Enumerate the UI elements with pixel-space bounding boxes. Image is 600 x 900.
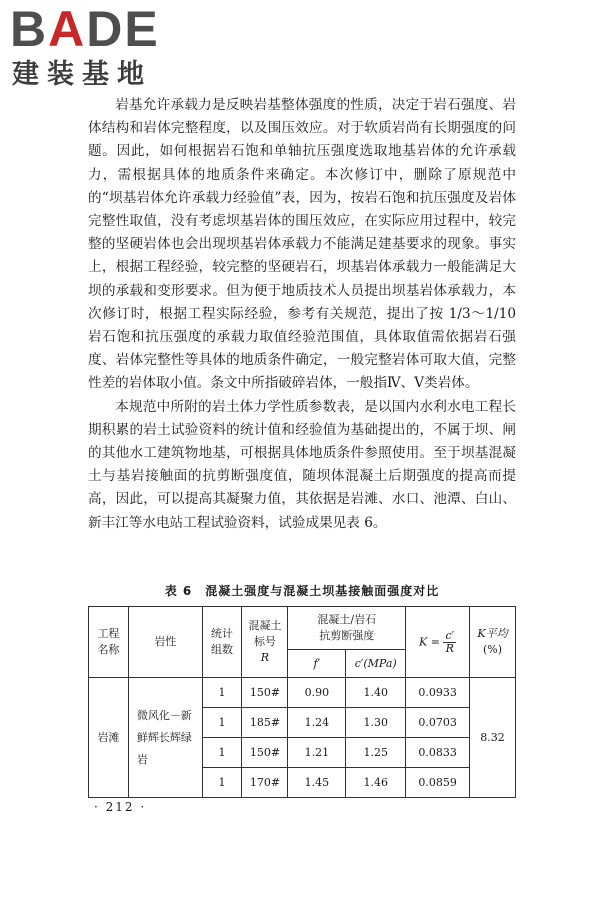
logo-wordmark: BADE [10, 1, 160, 57]
cell-grade: 170# [242, 768, 288, 798]
cell-c: 1.25 [346, 738, 406, 768]
cell-grade: 150# [242, 678, 288, 708]
header-project: 工程 名称 [89, 607, 129, 678]
header-groups: 统计 组数 [202, 607, 242, 678]
cell-groups: 1 [202, 678, 242, 708]
cell-k-average: 8.32 [470, 678, 516, 798]
cell-rock-type: 微风化－新鲜辉长辉绿岩 [128, 678, 202, 798]
cell-c: 1.30 [346, 708, 406, 738]
cell-k: 0.0859 [406, 768, 470, 798]
header-k-average: K平均 (%) [470, 607, 516, 678]
cell-k: 0.0703 [406, 708, 470, 738]
cell-f: 1.24 [288, 708, 346, 738]
cell-groups: 1 [202, 768, 242, 798]
header-shear-strength: 混凝土/岩石 抗剪断强度 [288, 607, 406, 650]
header-concrete-grade: 混凝土 标号 R [242, 607, 288, 678]
paragraph: 本规范中所附的岩土体力学性质参数表，是以国内水利水电工程长期积累的岩土试验资料的统计值和经验值为基础提出的，不属于坝、闸的其他水工建筑物地基，可根据具体地质条件参照使用。至于坝基混凝土与基岩接触面的抗剪断强度值，随坝体混凝土后期强度的提高而提高，因此，可以提高其凝聚力值，其依据是岩滩、水口、池潭、白山、新丰江等水电站工程试验资料，试验成果见表 6。 [88, 398, 516, 531]
cell-project: 岩滩 [89, 678, 129, 798]
comparison-table [88, 606, 516, 798]
table-header-row [89, 607, 516, 650]
cell-groups: 1 [202, 708, 242, 738]
cell-c: 1.46 [346, 768, 406, 798]
cell-f: 0.90 [288, 678, 346, 708]
cell-groups: 1 [202, 738, 242, 768]
table-row [89, 678, 516, 708]
cell-f: 1.21 [288, 738, 346, 768]
header-c: c′(MPa) [346, 650, 406, 678]
brand-logo [8, 1, 198, 92]
body-text [88, 94, 516, 535]
cell-k: 0.0933 [406, 678, 470, 708]
cell-grade: 150# [242, 738, 288, 768]
header-rock: 岩性 [128, 607, 202, 678]
cell-c: 1.40 [346, 678, 406, 708]
page-number: · 212 · [94, 800, 147, 814]
cell-grade: 185# [242, 708, 288, 738]
cell-f: 1.45 [288, 768, 346, 798]
cell-k: 0.0833 [406, 738, 470, 768]
logo-chinese-name: 建装基地 [12, 59, 152, 90]
header-f: f′ [288, 650, 346, 678]
header-k-ratio: K = $\frac{c'}{R}$ [406, 607, 470, 678]
table-title: 表 6 混凝土强度与混凝土坝基接触面强度对比 [164, 584, 440, 598]
paragraph: 岩基允许承载力是反映岩基整体强度的性质，决定于岩石强度、岩体结构和岩体完整程度，以及围压效应。对于软质岩尚有长期强度的问题。因此，如何根据岩石饱和单轴抗压强度选取地基岩体的允许承载力，需根据具体的地质条件来确定。本次修订中，删除了原规范中的“坝基岩体允许承载力经验值”表，因为，按岩石饱和抗压强度及岩体完整性取值，没有考虑坝基岩体的围压效应，在实际应用过程中，较完整的坚硬岩体也会出现坝基岩体承载力不能满足建基要求的现象。事实上，根据工程经验，较完整的坚硬岩石，坝基岩体承载力一般能满足大坝的承载和变形要求。但为便于地质技术人员提出坝基岩体承载力，本次修订时，根据工程实际经验，参考有关规范，提出了按 1/3～1/10 岩石饱和抗压强度的承载力取值经验范围值，具体取值需依据岩石强度、岩体完整性等具体的地质条件确定，一般完整岩体可取大值，完整性差的岩体取小值。条文中所指破碎岩体，一般指Ⅳ、Ⅴ类岩体。 [88, 97, 516, 392]
